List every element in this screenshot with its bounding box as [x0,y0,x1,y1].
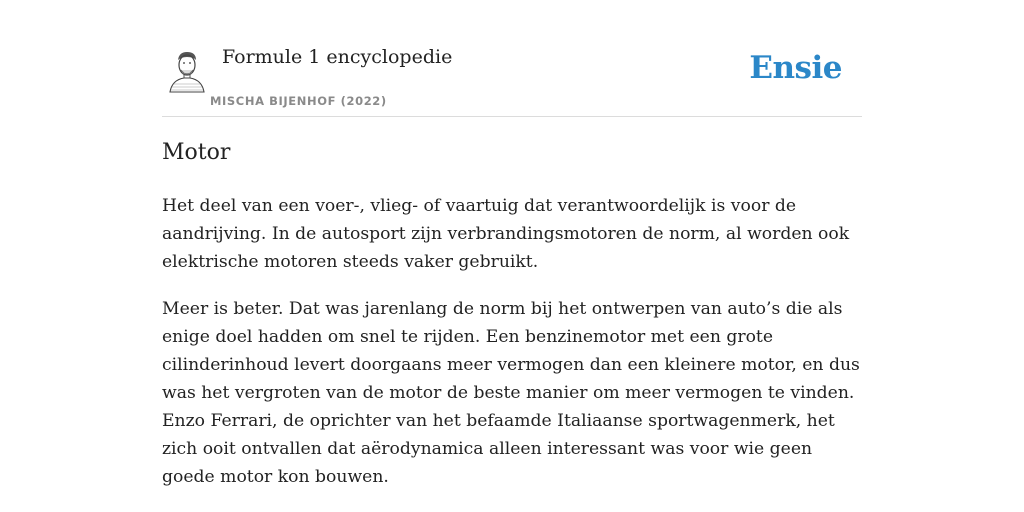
entry-header [162,0,862,117]
entry-body [162,192,862,510]
book-title[interactable]: Formule 1 encyclopedie [222,46,453,68]
entry-title: Motor [162,140,231,165]
paragraph: Het deel van een voer-, vlieg- of vaartuig dat verantwoordelijk is voor de aandrijving. In de autosport zijn verbrandingsmotoren de norm, al worden ook elektrische motoren steeds vaker gebruikt. [162,196,850,272]
author-label[interactable]: MISCHA BIJENHOF (2022) [210,94,387,108]
ensie-logo[interactable]: Ensie [749,50,842,86]
paragraph: Meer is beter. Dat was jarenlang de norm bij het ontwerpen van auto’s die als enige doel hadden om snel te rijden. Een benzinemotor met een grote cilinderinhoud levert doorgaans meer vermogen dan een kleinere motor, en dus was het vergroten van de motor de beste manier om meer vermogen te vinden. Enzo Ferrari, de oprichter van het befaamde Italiaanse sportwagenmerk, het zich ooit ontvallen dat aërodynamica alleen interessant was voor wie geen goede motor kon bouwen. [162,299,860,487]
article-card [162,0,862,512]
author-portrait-icon[interactable] [166,48,206,94]
